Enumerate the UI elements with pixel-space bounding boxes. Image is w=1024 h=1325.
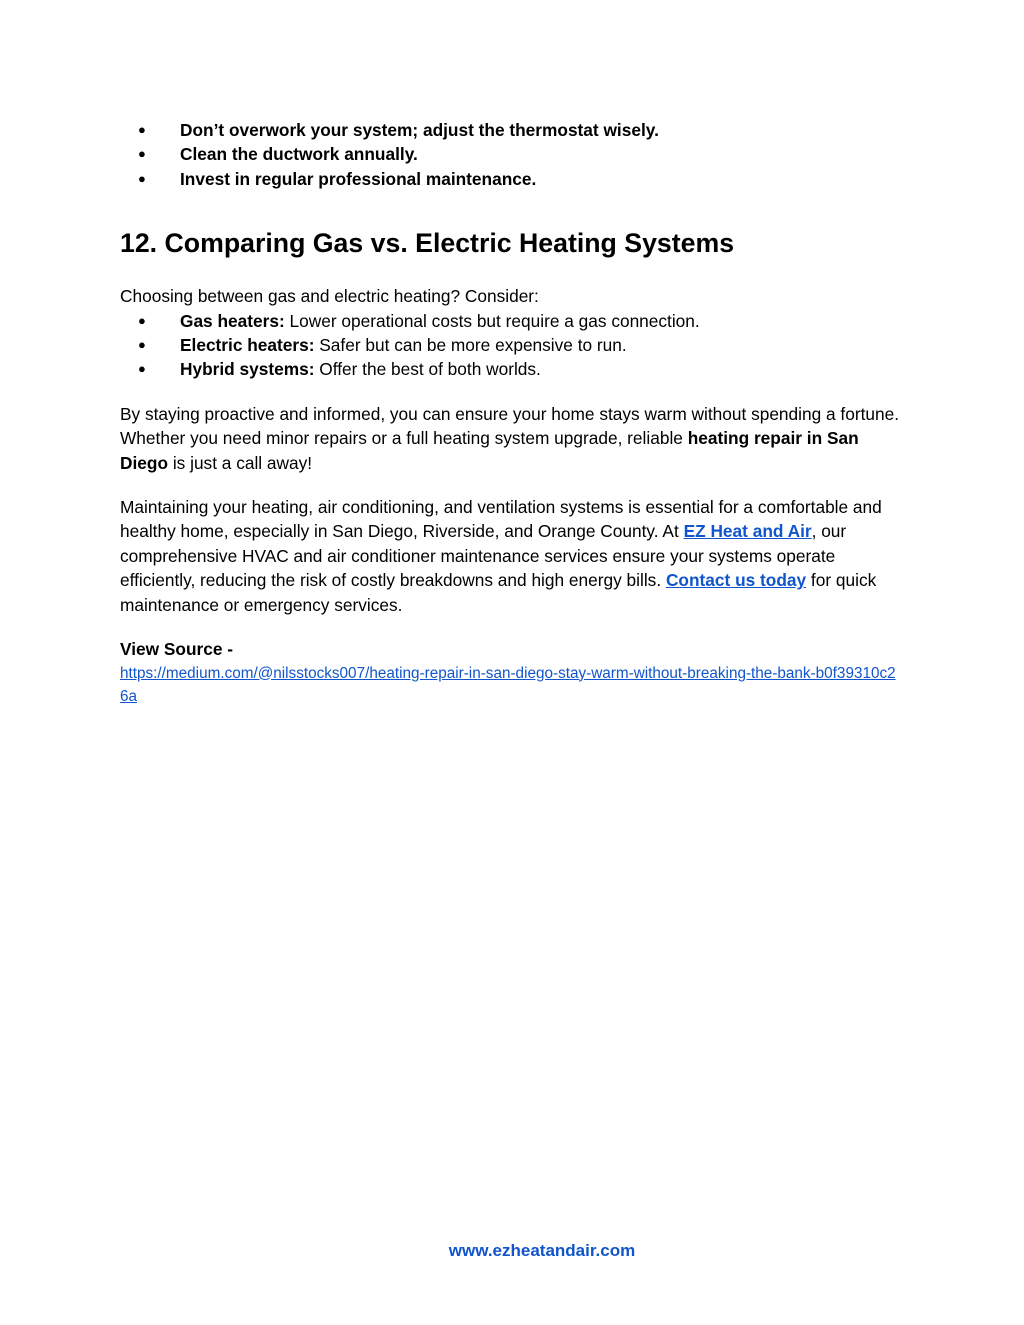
bullet-icon: ● — [138, 312, 146, 328]
document-page — [120, 118, 904, 708]
list-item: ● Invest in regular professional maintenance. — [120, 167, 904, 191]
footer-website[interactable]: www.ezheatandair.com — [448, 1241, 636, 1260]
bullet-icon: ● — [138, 361, 146, 377]
source-block — [120, 637, 904, 707]
contact-us-link[interactable]: Contact us today — [665, 570, 807, 591]
list-item: ● Gas heaters: Lower operational costs but require a gas connection. — [120, 309, 904, 333]
maintenance-paragraph: Maintaining your heating, air conditioning, and ventilation systems is essential for a comfortable and healthy home, especially in San Diego, Riverside, and Orange County. At EZ Heat and Air, our comprehensive HVAC and air conditioner maintenance services ensure your systems operate efficiently, reducing the risk of costly breakdowns and high energy bills. Contact us today for quick maintenance or emergency services. — [120, 497, 882, 615]
conclusion-paragraph: By staying proactive and informed, you can ensure your home stays warm without spending a fortune. Whether you need minor repairs or a full heating system upgrade, reliable heating repair in San Diego is just a call away! — [120, 403, 900, 473]
section-heading: 12. Comparing Gas vs. Electric Heating Systems — [120, 228, 735, 259]
bullet-icon: ● — [138, 170, 146, 186]
bullet-icon: ● — [138, 146, 146, 162]
list-item: ● Don’t overwork your system; adjust the thermostat wisely. — [120, 118, 904, 142]
ez-heat-and-air-link[interactable]: EZ Heat and Air — [683, 521, 812, 542]
source-label: View Source - — [120, 639, 234, 660]
heating-options-list — [120, 309, 904, 382]
list-item: ● Electric heaters: Safer but can be more expensive to run. — [120, 333, 904, 357]
list-item: ● Clean the ductwork annually. — [120, 142, 904, 166]
section-intro: Choosing between gas and electric heating? Consider: — [120, 286, 539, 307]
tips-list — [120, 118, 904, 191]
list-item: ● Hybrid systems: Offer the best of both worlds. — [120, 357, 904, 381]
source-link[interactable]: https://medium.com/@nilsstocks007/heating-repair-in-san-diego-stay-warm-without-breaking-the-bank-b0f39310c26a — [120, 664, 896, 705]
bullet-icon: ● — [138, 337, 146, 353]
bullet-icon: ● — [138, 122, 146, 137]
